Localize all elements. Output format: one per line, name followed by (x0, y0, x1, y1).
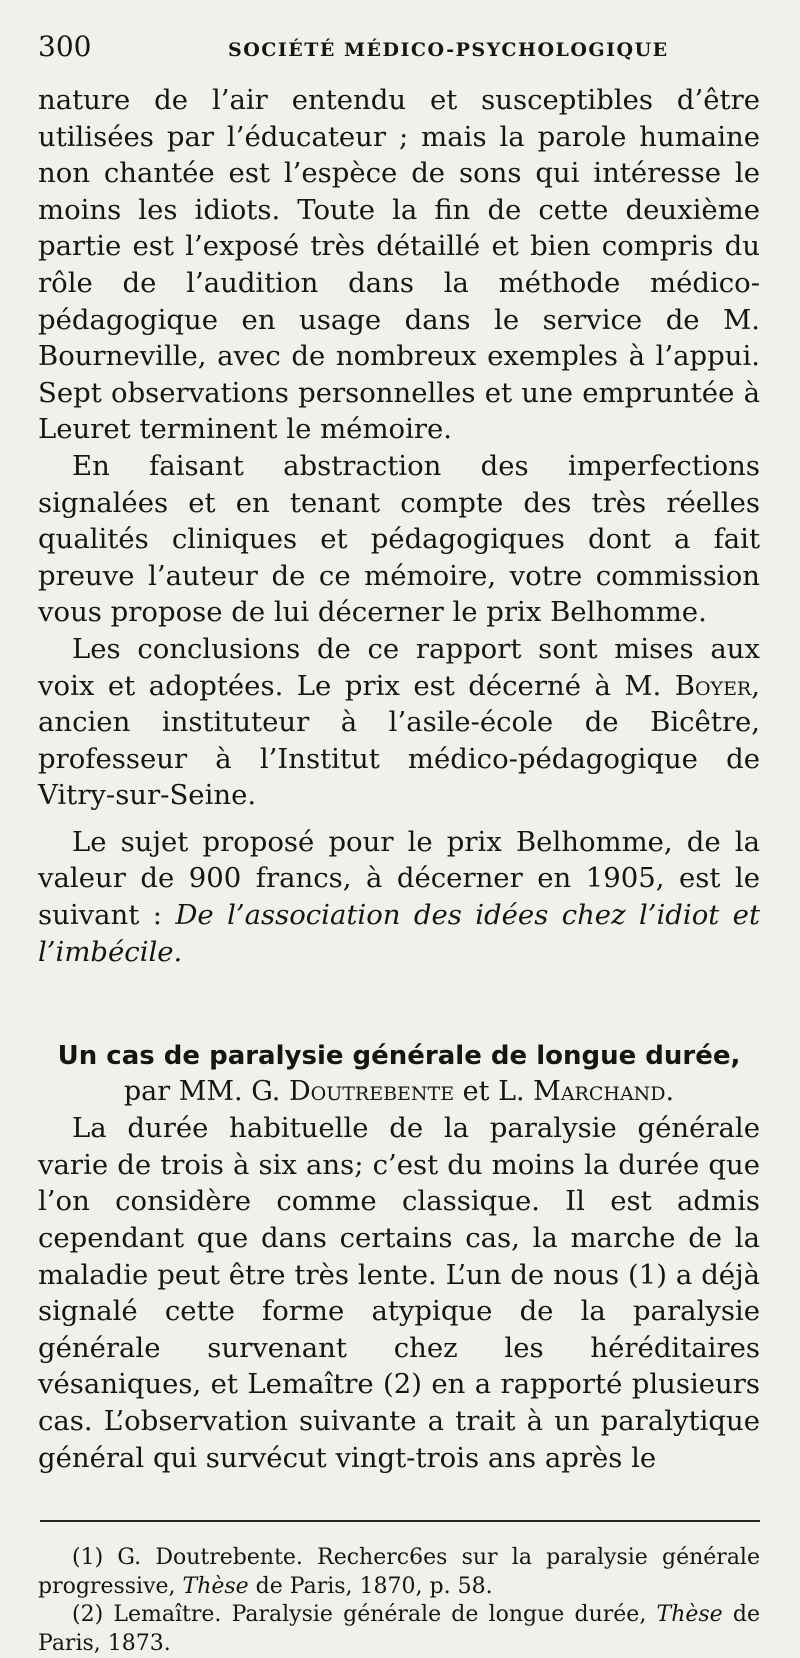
body-text (38, 82, 760, 1476)
prize-subject-title: De l’association des idées chez l’idiot et l’imbécile. (38, 899, 761, 968)
paragraph-conclusions (38, 631, 760, 814)
page-number: 300 (38, 30, 92, 63)
authors-prefix: par MM. G. (123, 1076, 289, 1108)
footnote-2-text: (2) Lemaître. Paralysie générale de longue durée, (72, 1602, 657, 1628)
footnote-1-these: Thèse (182, 1573, 249, 1599)
conclusions-text-start: Les conclusions de ce rapport sont mises aux voix et adoptées. Le prix est décerné à M. (38, 632, 760, 702)
paragraph-prize-subject (38, 824, 760, 970)
paragraph-continuation: nature de l’air entendu et susceptibles d’être utilisées par l’éducateur ; mais la parole humaine non chantée est l’espèce de sons qui intéresse le moins les idiots. Toute la fin de cette deuxième partie est l’exposé très détaillé et bien compris du rôle de l’audition dans la méthode médico-pédagogique en usage dans le service de M. Bourneville, avec de nombreux exemples à l’appui. Sept observations personnelles et une empruntée à Leuret terminent le mémoire. (38, 84, 760, 446)
running-title: SOCIÉTÉ MÉDICO-PSYCHOLOGIQUE (228, 39, 669, 61)
footnotes (38, 1544, 760, 1658)
article-title: Un cas de paralysie générale de longue durée, (57, 1041, 741, 1072)
laureate-name: Boyer (674, 669, 752, 702)
footnote-2-these: Thèse (656, 1602, 723, 1628)
author-marchand: Marchand (533, 1076, 666, 1108)
authors-mid: et L. (454, 1076, 534, 1108)
author-doutrebente: Doutrebente (288, 1076, 455, 1108)
article-authors (38, 1074, 760, 1110)
footnote-1-end: de Paris, 1870, p. 58. (248, 1573, 493, 1599)
footnote-1-text: (1) G. Doutrebente. Recherc6es sur la paralysie générale progressive, (38, 1545, 760, 1599)
article-paragraph-1: La durée habituelle de la paralysie générale varie de trois à six ans; c’est du moins la durée que l’on considère comme classique. Il est admis cependant que dans certains cas, la marche de la maladie peut être très lente. L’un de nous (1) a déjà signalé cette forme atypique de la paralysie générale survenant chez les héréditaires vésaniques, et Lemaître (2) en a rapporté plusieurs cas. L’observation suivante a trait à un paralytique général qui survécut vingt-trois ans après le (38, 1112, 760, 1474)
running-head (38, 30, 760, 82)
paragraph-commission: En faisant abstraction des imperfections signalées et en tenant compte des très réelles qualités cliniques et pédagogiques dont a fait preuve l’auteur de ce mémoire, votre commission vous propose de lui décerner le prix Belhomme. (38, 449, 760, 629)
footnote-1 (38, 1544, 760, 1601)
footnote-rule (40, 1520, 760, 1522)
footnote-2-end: de Paris, 1873. (38, 1602, 760, 1656)
authors-suffix: . (665, 1076, 675, 1108)
prize-subject-text: Le sujet proposé pour le prix Belhomme, de la valeur de 900 francs, à décerner en 1905, est le suivant : (38, 825, 760, 932)
footnote-2 (38, 1601, 760, 1658)
conclusions-text-end: , ancien instituteur à l’asile-école de Bicêtre, professeur à l’Institut médico-pédagogique de Vitry-sur-Seine. (38, 669, 760, 812)
